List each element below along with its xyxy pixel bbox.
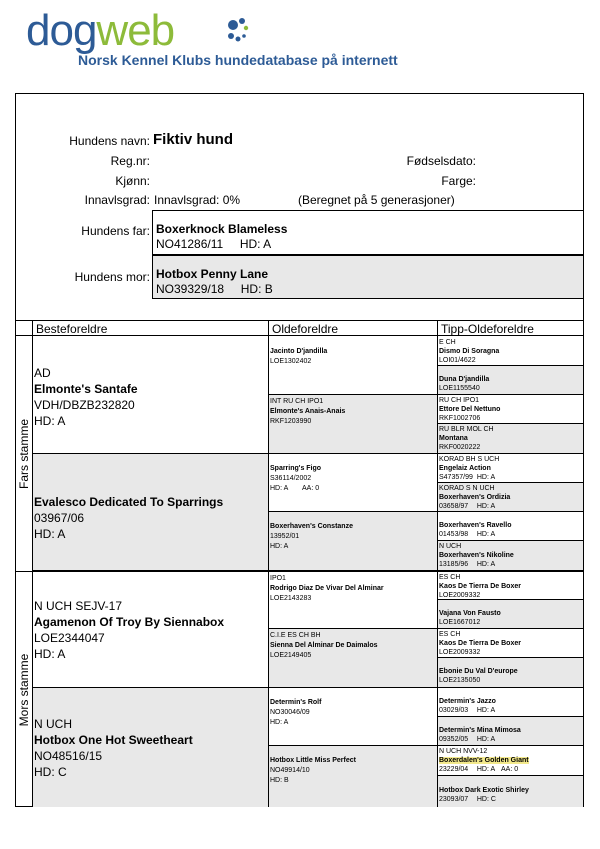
- gggp-title: E CH: [439, 339, 456, 346]
- dogweb-logo[interactable]: [26, 6, 446, 72]
- ggp-reg: LOE2149405: [270, 652, 312, 659]
- pedigree-table: [16, 320, 583, 807]
- gggp-health: [439, 502, 583, 511]
- ggp-reg: NO30046/09: [270, 709, 310, 716]
- gggp-hd: HD: A: [476, 707, 496, 714]
- sire-regnr: NO41286/11: [156, 237, 224, 251]
- gggp-title: KORAD BH S UCH: [439, 456, 500, 463]
- ggg-cell[interactable]: [437, 688, 583, 717]
- name-label: Hundens navn:: [69, 134, 150, 148]
- ggp-name[interactable]: Hotbox Little Miss Perfect: [270, 757, 356, 764]
- ggg-cell[interactable]: [437, 541, 583, 571]
- gggp-name[interactable]: Ettore Del Nettuno: [439, 406, 501, 413]
- gggp-health: [439, 706, 583, 715]
- ggg-cell[interactable]: [437, 717, 583, 746]
- great-grandparent-cell[interactable]: [268, 571, 437, 629]
- gp-name[interactable]: Agamenon Of Troy By Siennabox: [34, 615, 225, 629]
- gggp-title: RU BLR MOL CH: [439, 426, 494, 433]
- gggp-reg: 03658/97: [439, 503, 469, 510]
- gggp-name[interactable]: Boxerhaven's Ordizia: [439, 494, 511, 501]
- ggp-title: INT RU CH IPO1: [270, 398, 324, 405]
- gggp-title: N UCH NVV-12: [439, 748, 488, 755]
- ggp-title: IPO1: [270, 575, 286, 582]
- sire-hd: HD: A: [239, 237, 272, 251]
- dam-regnr: NO39329/18: [156, 282, 225, 296]
- ggp-name[interactable]: Jacinto D'jandilla: [270, 348, 328, 355]
- gggp-title: ES CH: [439, 631, 461, 638]
- gp-title: N UCH SEJV-17: [34, 599, 123, 613]
- grandparent-cell[interactable]: [32, 337, 268, 454]
- ggp-hd: HD: A: [270, 543, 289, 550]
- great-grandparent-cell[interactable]: [268, 454, 437, 512]
- gggp-title: ES CH: [439, 574, 461, 581]
- gggp-name[interactable]: Engelaiz Action: [439, 465, 491, 472]
- gggp-name[interactable]: Boxerhaven's Nikoline: [439, 552, 514, 559]
- pedigree-document: [15, 93, 584, 807]
- gp-title: AD: [34, 366, 51, 380]
- great-grandparent-cell[interactable]: [268, 395, 437, 454]
- great-grandparent-cell[interactable]: [268, 629, 437, 688]
- gggp-hd: HD: A: [476, 474, 496, 481]
- great-grandparent-cell[interactable]: [268, 337, 437, 395]
- col-great-grandparents: Oldeforeldre: [268, 320, 437, 336]
- ggp-reg: RKF1203990: [270, 418, 312, 425]
- ggg-cell[interactable]: [437, 746, 583, 776]
- dam-side-label: [16, 571, 32, 807]
- ggg-cell[interactable]: [437, 483, 583, 512]
- ggg-cell[interactable]: [437, 395, 583, 424]
- dam-hd: HD: B: [240, 282, 273, 296]
- gggp-reg: 01453/98: [439, 531, 469, 538]
- ggp-reg: 13952/01: [270, 533, 300, 540]
- gggp-reg: RKF0020222: [439, 444, 481, 451]
- sex-label: Kjønn:: [115, 174, 150, 188]
- gggp-name[interactable]: Determin's Mina Mimosa: [439, 727, 521, 734]
- sire-reg: [156, 236, 583, 252]
- birthdate-label: Fødselsdato:: [406, 154, 476, 168]
- ggp-reg: LOE2143283: [270, 595, 312, 602]
- gggp-name[interactable]: Montana: [439, 435, 468, 442]
- gggp-name[interactable]: Duna D'jandilla: [439, 376, 490, 383]
- gggp-health: [439, 795, 583, 804]
- grid-line: [437, 320, 438, 807]
- ggp-reg: S36114/2002: [270, 475, 312, 482]
- gggp-health: [439, 735, 583, 744]
- gggp-hd: HD: A: [476, 736, 496, 743]
- gp-name[interactable]: Hotbox One Hot Sweetheart: [34, 733, 193, 747]
- gggp-health: [439, 530, 583, 539]
- gggp-reg: LOE2009332: [439, 649, 481, 656]
- gp-name[interactable]: Elmonte's Santafe: [34, 382, 138, 396]
- gggp-reg: 23229/04: [439, 766, 469, 773]
- gggp-aa: AA: 0: [500, 766, 519, 773]
- gp-hd: HD: A: [34, 647, 66, 661]
- great-grandparent-cell[interactable]: [268, 688, 437, 746]
- gp-title: N UCH: [34, 717, 72, 731]
- gp-hd: HD: A: [34, 414, 66, 428]
- inbreed-note: (Beregnet på 5 generasjoner): [298, 193, 455, 207]
- gggp-name[interactable]: Kaos De Tierra De Boxer: [439, 640, 521, 647]
- ggp-aa: AA: 0: [302, 485, 320, 492]
- gggp-reg: LOE1155540: [439, 385, 480, 392]
- col-spacer: [16, 320, 32, 336]
- gggp-reg: 13185/96: [439, 561, 469, 568]
- logo-dots-icon: [220, 16, 260, 56]
- inbreed-label: Innavlsgrad:: [84, 193, 150, 207]
- regnr-label: Reg.nr:: [110, 154, 150, 168]
- gggp-name[interactable]: Kaos De Tierra De Boxer: [439, 583, 521, 590]
- grid-line: [268, 320, 269, 807]
- grandparent-cell[interactable]: [32, 688, 268, 807]
- gggp-name[interactable]: Boxerhaven's Ravello: [439, 522, 512, 529]
- great-grandparent-cell[interactable]: [268, 746, 437, 807]
- logo-tagline: Norsk Kennel Klubs hundedatabase på internett: [78, 52, 398, 68]
- dog-info-header: [16, 94, 583, 319]
- gp-hd: HD: C: [34, 765, 67, 779]
- gp-name[interactable]: Evalesco Dedicated To Sparrings: [34, 495, 224, 509]
- ggp-reg: LOE1302402: [270, 358, 312, 365]
- sire-side-label: [16, 337, 32, 571]
- gggp-reg: 23093/07: [439, 796, 469, 803]
- gggp-title: RU CH IPO1: [439, 397, 480, 404]
- gggp-title: N UCH: [439, 543, 462, 550]
- ggg-cell[interactable]: [437, 512, 583, 541]
- ggp-hd: HD: B: [270, 777, 289, 784]
- ggp-health: [270, 484, 437, 494]
- gggp-health: [439, 473, 583, 482]
- great-grandparent-cell[interactable]: [268, 512, 437, 571]
- ggp-name[interactable]: Boxerhaven's Constanze: [270, 523, 353, 530]
- ggp-name[interactable]: Elmonte's Anais-Anais: [270, 408, 346, 415]
- col-grandparents: Besteforeldre: [32, 320, 268, 336]
- gggp-reg: RKF1002706: [439, 415, 481, 422]
- gggp-reg: LOE1667012: [439, 619, 481, 626]
- dam-side-text: Mors stamme: [17, 653, 31, 726]
- ggp-hd: HD: A: [270, 485, 289, 492]
- ggg-cell[interactable]: [437, 337, 583, 366]
- gggp-reg: 09352/05: [439, 736, 469, 743]
- ggg-cell[interactable]: [437, 658, 583, 688]
- gggp-name[interactable]: Dismo Di Soragna: [439, 348, 500, 355]
- sire-side-text: Fars stamme: [17, 418, 31, 490]
- grandparent-cell[interactable]: [32, 454, 268, 571]
- gggp-title: KORAD S N UCH: [439, 485, 495, 492]
- gggp-hd: HD: A: [476, 561, 496, 568]
- gggp-name-highlighted[interactable]: Boxerdalen's Golden Giant: [439, 757, 529, 764]
- logo-wordmark: [26, 6, 174, 56]
- gggp-name[interactable]: Vajana Von Fausto: [439, 610, 501, 617]
- grid-line: [32, 320, 33, 807]
- ggp-reg: NO49914/10: [270, 767, 310, 774]
- gggp-reg: 03029/03: [439, 707, 469, 714]
- gp-reg: 03967/06: [34, 511, 85, 525]
- dam-label: Hundens mor:: [74, 270, 150, 284]
- ggg-cell[interactable]: [437, 454, 583, 483]
- sire-name[interactable]: Boxerknock Blameless: [156, 222, 288, 236]
- dog-name: Fiktiv hund: [153, 131, 233, 148]
- gggp-hd: HD: C: [476, 796, 496, 803]
- color-label: Farge:: [441, 174, 476, 188]
- gggp-hd: HD: A: [476, 531, 496, 538]
- dam-box[interactable]: [152, 255, 583, 299]
- ggp-name[interactable]: Rodrigo Diaz De Vivar Del Alminar: [270, 585, 384, 592]
- gggp-name[interactable]: Hotbox Dark Exotic Shirley: [439, 787, 529, 794]
- gggp-health: [439, 765, 583, 774]
- col-great-great-grandparents: Tipp-Oldeforeldre: [437, 320, 583, 336]
- ggg-cell[interactable]: [437, 629, 583, 658]
- gp-reg: VDH/DBZB232820: [34, 398, 135, 412]
- gggp-name[interactable]: Ebonie Du Val D'europe: [439, 668, 518, 675]
- ggg-cell[interactable]: [437, 776, 583, 807]
- gggp-health: [439, 560, 583, 569]
- gggp-reg: S47357/99: [439, 474, 473, 481]
- ggp-title: C.I.E ES CH BH: [270, 632, 321, 639]
- ggp-hd: HD: A: [270, 719, 289, 726]
- ggg-cell[interactable]: [437, 600, 583, 629]
- ggg-cell[interactable]: [437, 571, 583, 600]
- ggp-name[interactable]: Sparring's Figo: [270, 465, 322, 472]
- inbreed-value: Innavlsgrad: 0%: [154, 193, 241, 207]
- ggp-name[interactable]: Sienna Del Alminar De Daimalos: [270, 642, 378, 649]
- dam-reg: [156, 281, 583, 297]
- gp-hd: HD: A: [34, 527, 66, 541]
- ggg-cell[interactable]: [437, 366, 583, 395]
- gggp-hd: HD: A: [476, 766, 496, 773]
- sire-box[interactable]: [152, 210, 583, 255]
- gp-reg: LOE2344047: [34, 631, 105, 645]
- grandparent-cell[interactable]: [32, 571, 268, 688]
- gggp-reg: LOI01/4622: [439, 357, 476, 364]
- gggp-name[interactable]: Determin's Jazzo: [439, 698, 496, 705]
- sire-label: Hundens far:: [81, 224, 150, 238]
- ggp-name[interactable]: Determin's Rolf: [270, 699, 322, 706]
- gggp-reg: LOE2009332: [439, 592, 481, 599]
- gggp-hd: HD: A: [476, 503, 496, 510]
- gp-reg: NO48516/15: [34, 749, 103, 763]
- dam-name[interactable]: Hotbox Penny Lane: [156, 267, 269, 281]
- logo-web-text: web: [96, 6, 175, 55]
- gggp-reg: LOE2135050: [439, 677, 481, 684]
- ggg-cell[interactable]: [437, 424, 583, 454]
- logo-dog-text: dog: [26, 6, 97, 55]
